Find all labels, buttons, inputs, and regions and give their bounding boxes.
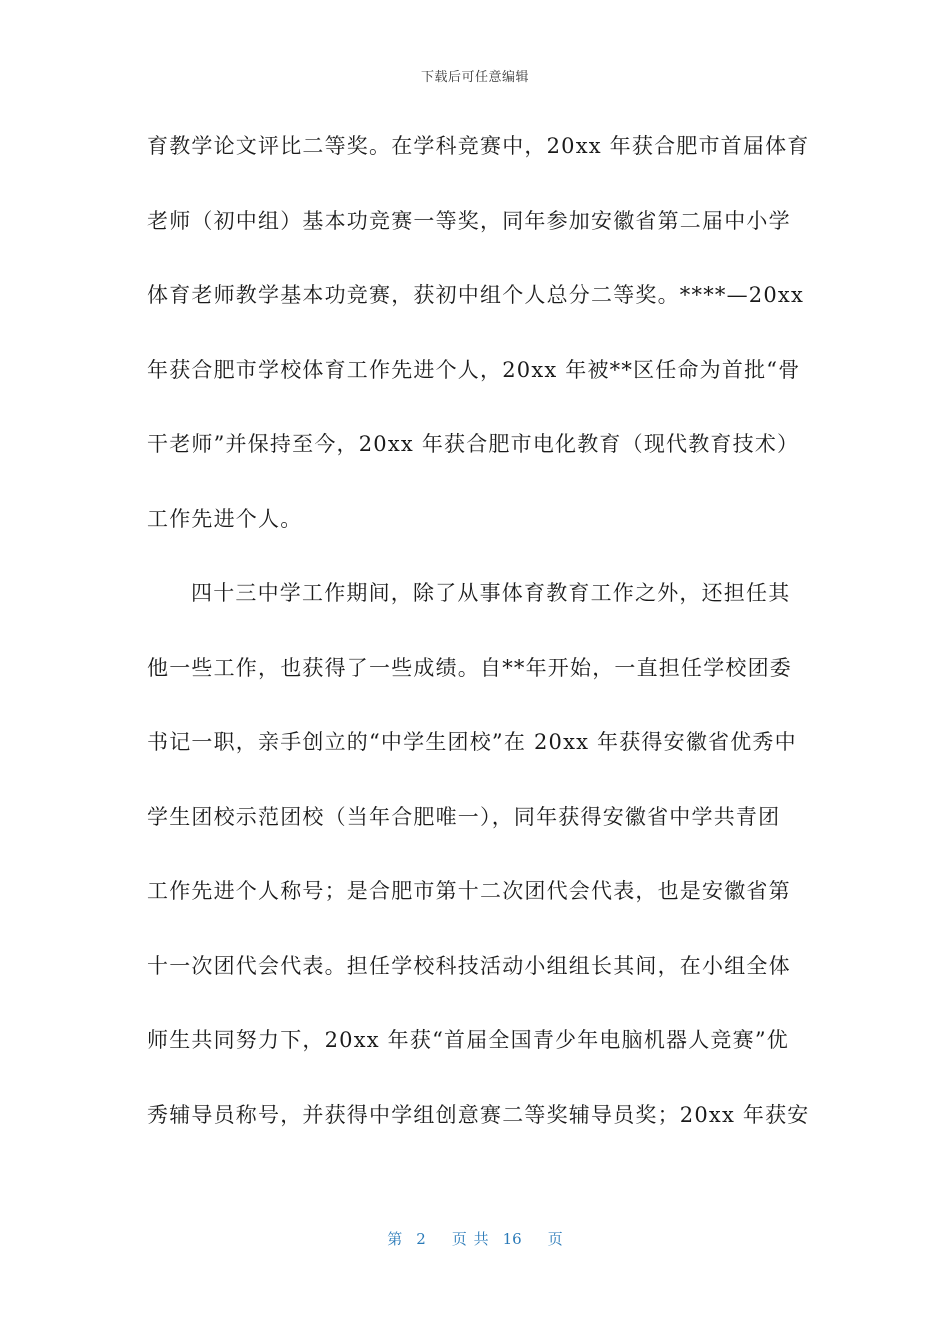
paragraph-1-line-3: 体育老师教学基本功竞赛，获初中组个人总分二等奖。****—20xx: [147, 283, 805, 307]
paragraph-1-line-1: 育教学论文评比二等奖。在学科竞赛中，20xx 年获合肥市首届体育: [147, 134, 810, 158]
page-footer: [0, 1228, 950, 1249]
document-body: [147, 126, 810, 1169]
paragraph-2-line-2: 他一些工作，也获得了一些成绩。自**年开始，一直担任学校团委: [147, 655, 792, 680]
footer-total-pages: 16: [502, 1230, 522, 1248]
footer-middle: 页 共: [451, 1230, 489, 1248]
paragraph-2-line-4: 学生团校示范团校（当年合肥唯一），同年获得安徽省中学共青团: [147, 804, 781, 829]
footer-prefix: 第: [387, 1230, 403, 1248]
footer-suffix: 页: [547, 1230, 563, 1248]
paragraph-1-line-4: 年获合肥市学校体育工作先进个人，20xx 年被**区任命为首批“骨: [147, 357, 801, 382]
paragraph-2-line-7: 师生共同努力下，20xx 年获“首届全国青少年电脑机器人竞赛”优: [147, 1028, 789, 1052]
paragraph-2-line-3: 书记一职，亲手创立的“中学生团校”在 20xx 年获得安徽省优秀中: [147, 730, 797, 754]
page-header: [0, 66, 950, 85]
paragraph-1-line-2: 老师（初中组）基本功竞赛一等奖，同年参加安徽省第二届中小学: [147, 208, 791, 233]
header-text: 下载后可任意编辑: [420, 70, 529, 85]
paragraph-1-line-5: 干老师”并保持至今，20xx 年获合肥市电化教育（现代教育技术）: [147, 432, 800, 456]
paragraph-2-line-6: 十一次团代会代表。担任学校科技活动小组组长其间，在小组全体: [147, 953, 791, 978]
paragraph-1-line-6: 工作先进个人。: [147, 506, 303, 531]
footer-page-number: 2: [416, 1230, 426, 1248]
paragraph-2-line-5: 工作先进个人称号；是合肥市第十二次团代会代表，也是安徽省第: [147, 879, 791, 903]
paragraph-2-line-8: 秀辅导员称号，并获得中学组创意赛二等奖辅导员奖；20xx 年获安: [147, 1102, 810, 1127]
paragraph-2-line-1: 四十三中学工作期间，除了从事体育教育工作之外，还担任其: [191, 581, 791, 605]
